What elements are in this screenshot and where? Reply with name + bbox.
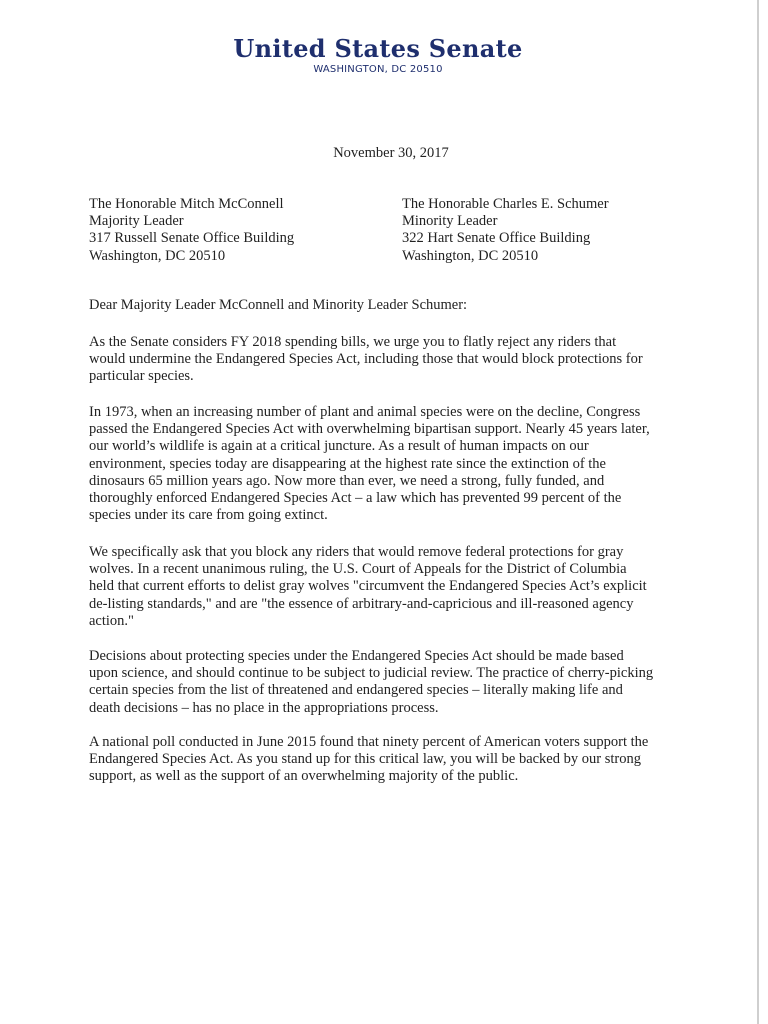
paragraph-riders xyxy=(89,334,674,386)
paragraph-line: As the Senate considers FY 2018 spending bills, we urge you to flatly reject any riders that xyxy=(89,334,617,350)
paragraph-line: A national poll conducted in June 2015 found that ninety percent of American voters support the xyxy=(89,734,649,750)
paragraph-line: action." xyxy=(89,612,134,629)
paragraph-line: de-listing standards," and are "the essence of arbitrary-and-capricious and ill-reasoned agency xyxy=(89,595,634,612)
letterhead xyxy=(0,34,756,76)
paragraph-line: passed the Endangered Species Act with overwhelming bipartisan support. Nearly 45 years later, xyxy=(89,421,650,438)
paragraph-line: Endangered Species Act. As you stand up for this critical law, you will be backed by our strong xyxy=(89,751,641,768)
paragraph-science xyxy=(89,648,674,717)
paragraph-line: certain species from the list of threatened and endangered species – literally making life and xyxy=(89,682,623,699)
recipient-address-left xyxy=(89,196,294,265)
paragraph-line: support, as well as the support of an overwhelming majority of the public. xyxy=(89,768,519,785)
letterhead-title: United States Senate xyxy=(233,34,523,63)
paragraph-line: death decisions – has no place in the appropriations process. xyxy=(89,699,439,716)
paragraph-line: our world’s wildlife is again at a critical juncture. As a result of human impacts on our xyxy=(89,438,589,455)
paragraph-line: Decisions about protecting species under the Endangered Species Act should be made based xyxy=(89,648,624,664)
paragraph-line: held that current efforts to delist gray wolves "circumvent the Endangered Species Act’s explicit xyxy=(89,578,647,595)
recipient-name: The Honorable Mitch McConnell xyxy=(89,196,284,212)
letter-date: November 30, 2017 xyxy=(333,145,449,161)
paragraph-history xyxy=(89,404,674,524)
recipient-address-right xyxy=(402,196,609,265)
paragraph-line: would undermine the Endangered Species Act, including those that would block protections for xyxy=(89,351,643,368)
recipient-city: Washington, DC 20510 xyxy=(89,247,226,264)
paragraph-line: upon science, and should continue to be subject to judicial review. The practice of cherry-picking xyxy=(89,665,654,682)
letterhead-address: WASHINGTON, DC 20510 xyxy=(313,64,443,75)
recipient-name: The Honorable Charles E. Schumer xyxy=(402,196,609,212)
recipient-office: 322 Hart Senate Office Building xyxy=(402,230,591,247)
paragraph-line: We specifically ask that you block any riders that would remove federal protections for gray xyxy=(89,544,624,560)
paragraph-line: wolves. In a recent unanimous ruling, the U.S. Court of Appeals for the District of Columbia xyxy=(89,561,627,578)
paragraph-gray-wolves xyxy=(89,544,674,630)
paragraph-line: particular species. xyxy=(89,368,194,385)
recipient-title: Minority Leader xyxy=(402,213,498,230)
recipient-city: Washington, DC 20510 xyxy=(402,247,539,264)
paragraph-line: species under its care from going extinct. xyxy=(89,507,328,524)
paragraph-poll xyxy=(89,734,674,786)
salutation: Dear Majority Leader McConnell and Minority Leader Schumer: xyxy=(89,297,468,313)
recipient-title: Majority Leader xyxy=(89,213,184,230)
paragraph-line: In 1973, when an increasing number of plant and animal species were on the decline, Congress xyxy=(89,404,641,420)
paragraph-line: dinosaurs 65 million years ago. Now more than ever, we need a strong, fully funded, and xyxy=(89,472,605,489)
recipient-office: 317 Russell Senate Office Building xyxy=(89,230,295,247)
paragraph-line: thoroughly enforced Endangered Species Act – a law which has prevented 99 percent of the xyxy=(89,490,622,507)
paragraph-line: environment, species today are disappearing at the highest rate since the extinction of the xyxy=(89,455,606,472)
